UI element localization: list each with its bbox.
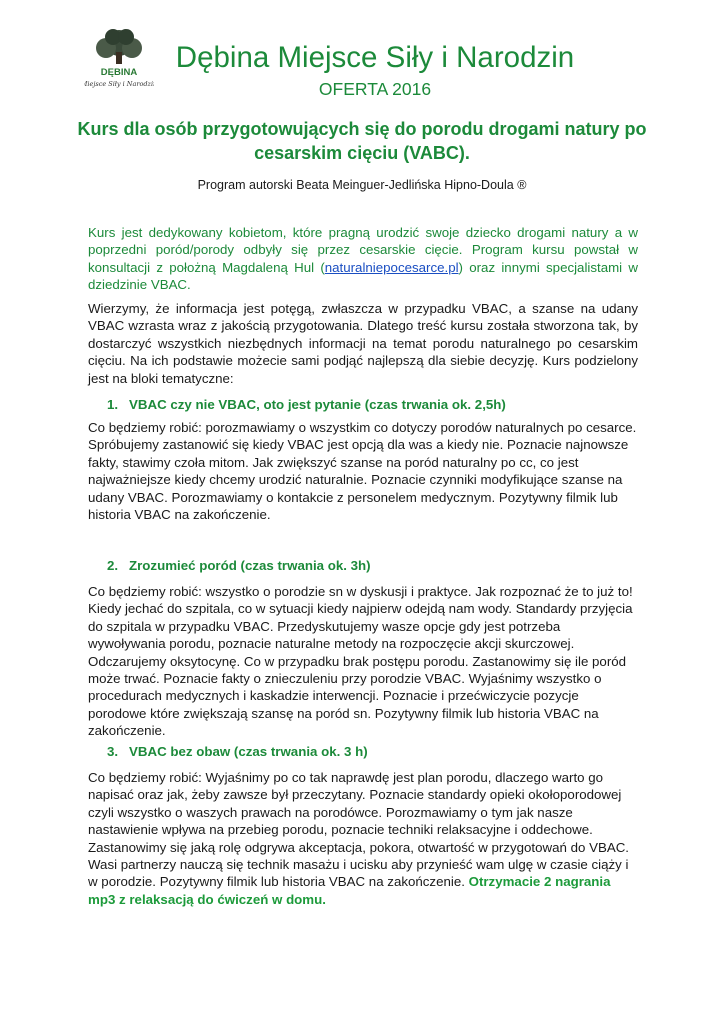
- section-number: 3.: [107, 744, 119, 759]
- intro-paragraph: [88, 224, 638, 294]
- overview-paragraph: Wierzymy, że informacja jest potęgą, zwłaszcza w przypadku VBAC, a szanse na udany VBAC wzrasta wraz z jakością przygotowania. Dlatego treść kursu została stworzona tak, by dostarczyć wszystkich niezbędnych informacji na temat porodu naturalnego po cesarskim cięciu. Na ich podstawie możecie sami podjąć najlepszą dla siebie decyzję. Kurs podzielony jest na bloki tematyczne:: [88, 301, 638, 386]
- section-body-3: [88, 769, 638, 908]
- section-heading-3: [107, 743, 368, 760]
- logo-brand: DĘBINA: [100, 67, 138, 78]
- course-title: Kurs dla osób przygotowujących się do porodu drogami natury po cesarskim cięciu (VABC).: [77, 119, 647, 163]
- intro-text-before: Kurs jest dedykowany kobietom, które pragną urodzić swoje dziecko drogami natury a w poprzedni poród/porody odbyły się przez cesarskie cięcie. Program kursu powstał w konsultacji z położną Magdaleną Hul (: [88, 225, 638, 275]
- logo: [84, 28, 154, 92]
- website-link[interactable]: naturalniepocesarce.pl: [324, 259, 459, 275]
- page-subtitle: OFERTA 2016: [318, 79, 432, 99]
- mp3-highlight: Otrzymacie 2 nagrania mp3 z relaksacją do ćwiczeń w domu.: [88, 874, 611, 907]
- page-title: Dębina Miejsce Siły i Narodzin: [175, 41, 575, 74]
- tree-icon: [84, 28, 154, 92]
- section-heading-1: [107, 396, 506, 413]
- section-title: Zrozumieć poród (czas trwania ok. 3h): [129, 558, 371, 573]
- section-title: VBAC czy nie VBAC, oto jest pytanie (czas trwania ok. 2,5h): [129, 397, 506, 412]
- section-body-2: Co będziemy robić: wszystko o porodzie sn w dyskusji i praktyce. Jak rozpoznać że to już to! Kiedy jechać do szpitala, co w sytuacji kiedy najpierw odejdą nam wody. Standardy przyjęcia do szpitala w przypadku VBAC. Przedyskutujemy wasze opcje gdy jest potrzeba wywoływania porodu, poznacie naturalne metody na rozpoczęcie akcji skurczowej. Odczarujemy oksytocynę. Co w przypadku brak postępu porodu. Zastanowimy się ile poród może trwać. Poznacie fakty o znieczuleniu przy porodzie VBAC. Wyjaśnimy wszystko o procedurach medycznych i kaskadzie interwencji. Poznacie i przećwiczycie pozycje porodowe które zwiększają szansę na poród sn. Pozytywny filmik lub historia VBAC na zakończenie.: [88, 584, 633, 739]
- section-number: 1.: [107, 397, 119, 412]
- logo-tagline: Miejsce Siły i Narodzin: [84, 80, 154, 88]
- section-heading-2: [107, 557, 371, 574]
- section-number: 2.: [107, 558, 119, 573]
- section-title: VBAC bez obaw (czas trwania ok. 3 h): [129, 744, 368, 759]
- course-author: Program autorski Beata Meinguer-Jedlińska Hipno-Doula ®: [197, 178, 527, 192]
- section-body-text: Co będziemy robić: Wyjaśnimy po co tak naprawdę jest plan porodu, dlaczego warto go napisać oraz jak, żeby zawsze był przeczytany. Poznacie standardy opieki okołoporodowej czyli wszystko o waszych prawach na porodówce. Porozmawiamy o tym jak nasze nastawienie wpływa na przebieg porodu, poznacie techniki relaksacyjne i oddechowe. Zastanowimy się jaką rolę odgrywa akceptacja, pokora, otwartość w przygotowań do VBAC. Wasi partnerzy nauczą się technik masażu i ucisku aby przynieść wam ulgę w czasie ciąży i w porodzie. Pozytywny filmik lub historia VBAC na zakończenie.: [88, 770, 629, 890]
- intro-text-after: ) oraz innymi specjalistami w dziedzinie VBAC.: [88, 259, 638, 293]
- section-body-1: Co będziemy robić: porozmawiamy o wszystkim co dotyczy porodów naturalnych po cesarce. Spróbujemy zastanowić się kiedy VBAC jest opcją dla was a kiedy nie. Poznacie najnowsze fakty, stawimy czoła mitom. Jak zwiększyć szanse na poród naturalny po cc, co jest najważniejsze kiedy chcemy urodzić naturalnie. Poznacie czynniki modyfikujące szanse na udany VBAC. Porozmawiamy o kontakcie z personelem medycznym. Pozytywny filmik lub historia VBAC na zakończenie.: [88, 420, 637, 523]
